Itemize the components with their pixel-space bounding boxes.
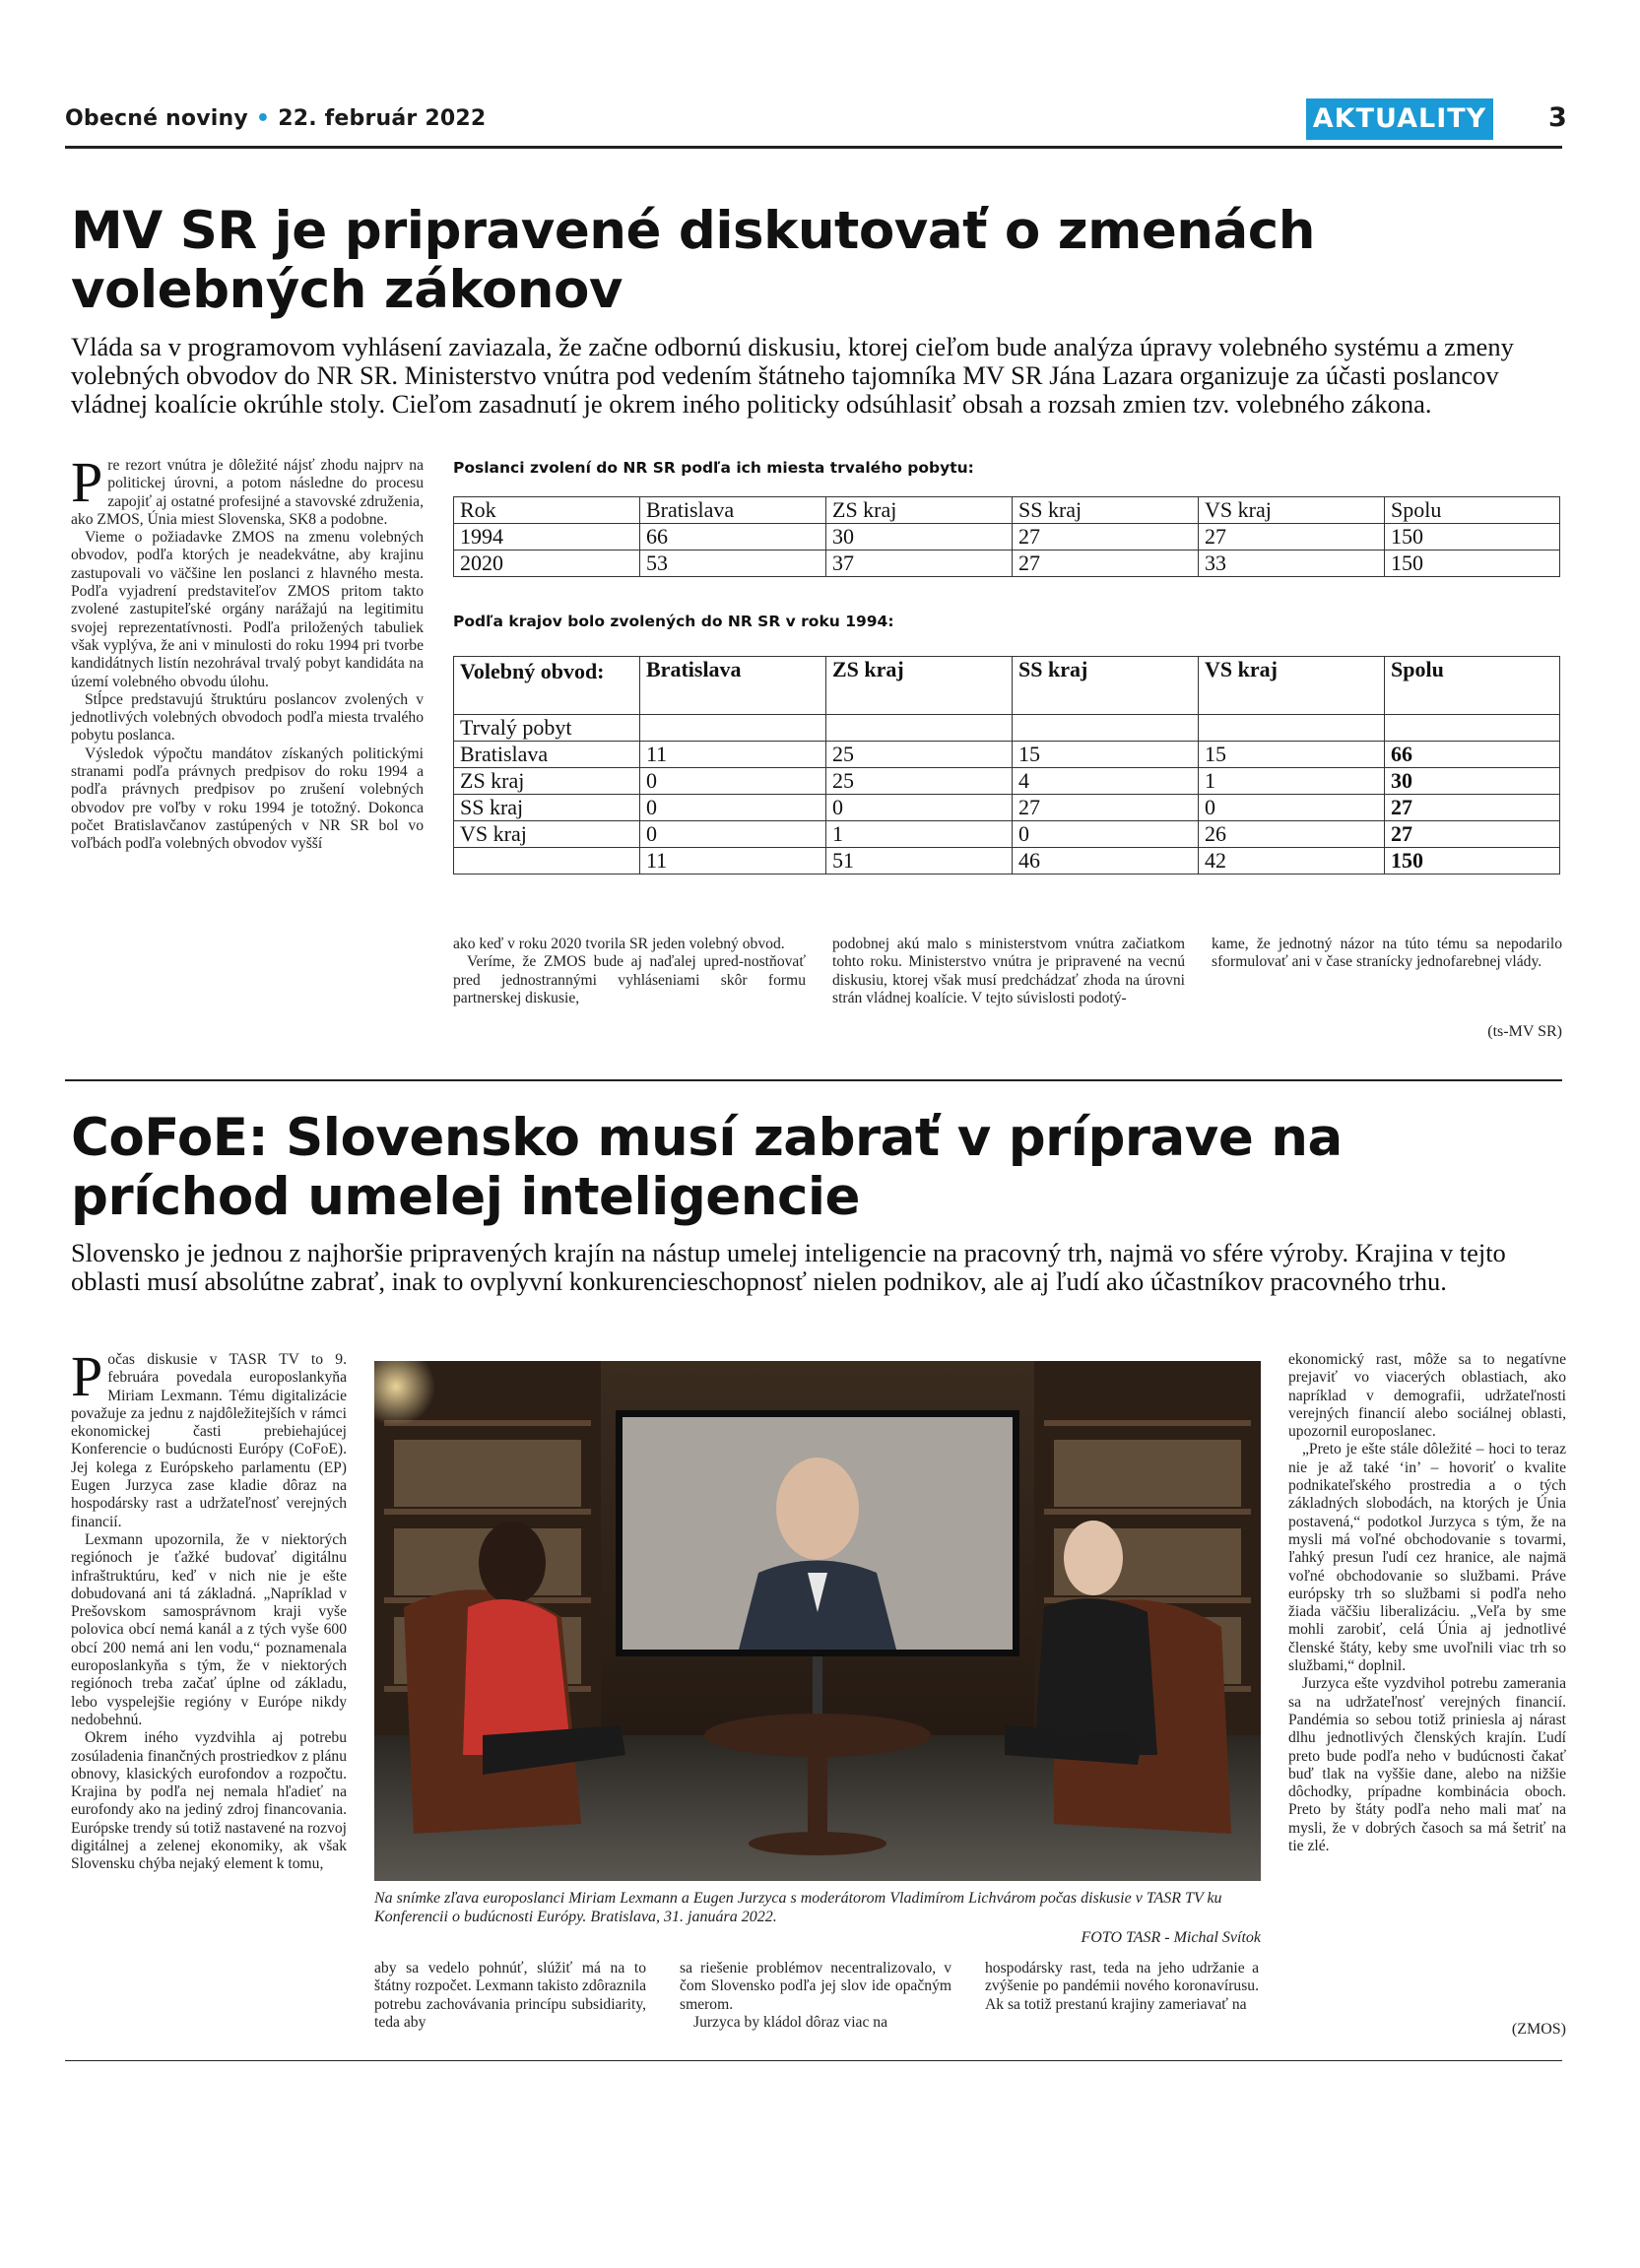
table-cell: Spolu — [1385, 657, 1560, 715]
table-cell: 26 — [1199, 821, 1385, 848]
separator-dot-icon: • — [255, 106, 271, 131]
table-residence-by-year — [453, 496, 1560, 577]
table-cell: ZS kraj — [826, 497, 1013, 524]
article2-headline: CoFoE: Slovensko musí zabrať v príprave na príchod umelej inteligencie — [71, 1108, 1343, 1227]
paragraph: Jurzyca ešte vyzdvihol potrebu zamerania sa na udržateľnosť verejných financií. Pandémia so sebou totiž priniesla aj nárast dlhu jednotlivých členských krajín. Ľudí preto bude podľa neho v budúcnosti čakať buď tlak na vyššie dane, alebo na nižšie dôchodky, prípadne kombinácia oboch. Preto by štáty podľa neho mali mať na mysli, že v dobrých časoch sa má šetriť na tie zlé. — [1288, 1675, 1566, 1855]
paragraph: ekonomický rast, môže sa to negatívne prejaviť vo viacerých oblastiach, ako napríklad v demografii, udržateľnosti verejných financií alebo sociálnej oblasti, upozornil europoslanec. — [1288, 1351, 1566, 1441]
table-districts-1994 — [453, 656, 1560, 875]
table-cell: Volebný obvod: — [454, 657, 640, 715]
table-cell: 0 — [640, 795, 826, 821]
table-cell: 11 — [640, 848, 826, 875]
paragraph: re rezort vnútra je dôležité nájsť zhodu najprv na politickej úrovni, a potom následne do procesu zapojiť aj ostatné profesijné a stavovské združenia, ako ZMOS, Únia miest Slovenska, SK8 a podobne. — [71, 457, 424, 528]
table-cell: 51 — [826, 848, 1013, 875]
table-cell: 27 — [1013, 795, 1199, 821]
table-cell: 15 — [1013, 742, 1199, 768]
paragraph: sa riešenie problémov necentralizovalo, v čom Slovensko podľa jej slov ide opačným smerom. — [680, 1960, 951, 2013]
table-cell — [640, 715, 826, 742]
table-cell: VS kraj — [1199, 657, 1385, 715]
article2-column-4 — [985, 1960, 1259, 2014]
paragraph: ako keď v roku 2020 tvorila SR jeden volebný obvod. — [453, 936, 785, 952]
table-cell: ZS kraj — [826, 657, 1013, 715]
table-cell: 1994 — [454, 524, 640, 551]
photo-illustration — [374, 1361, 1261, 1881]
table-cell: Bratislava — [640, 657, 826, 715]
table-cell: 4 — [1013, 768, 1199, 795]
table-row — [454, 821, 1560, 848]
photo-credit: FOTO TASR - Michal Svítok — [1081, 1929, 1261, 1946]
article1-column-2 — [453, 936, 806, 1007]
table-cell: 2020 — [454, 551, 640, 577]
table-cell: 27 — [1013, 551, 1199, 577]
paragraph: Okrem iného vyzdvihla aj potrebu zosúladenia finančných prostriedkov z plánu obnovy, klasických eurofondov a rozpočtu. Krajina by podľa nej nemala hľadieť na eurofondy ako na jediný zdroj financovania. Európske trendy sú totiž nastavené na rozvoj digitálnej a zelenej ekonomiky, ak však Slovensku chýba nejaký element k tomu, — [71, 1729, 347, 1873]
table-cell — [826, 715, 1013, 742]
table-cell — [454, 848, 640, 875]
paragraph: Lexmann upozornila, že v niektorých regiónoch je ťažké budovať digitálnu infraštruktúru, keď v nich nie je ešte dobudovaná ani tá základná. „Napríklad v Prešovskom samosprávnom kraji vyše polovica obcí nemá kanál a z tých vyše 600 obcí 200 nemá ani len vodu,“ poznamenala europoslankyňa s tým, že v niektorých regiónoch treba začať úplne od základu, lebo vyspelejšie regióny v Európe nikdy nedobehnú. — [71, 1530, 347, 1728]
table-cell: SS kraj — [454, 795, 640, 821]
article1-lead: Vláda sa v programovom vyhlásení zaviazala, že začne odbornú diskusiu, ktorej cieľom bude analýza úpravy volebného systému a zmeny volebných obvodov do NR SR. Ministerstvo vnútra pod vedením štátneho tajomníka MV SR Jána Lazara organizuje za účasti poslancov vládnej koalície okrúhle stoly. Cieľom zasadnutí je okrem iného politicky odsúhlasiť obsah a rozsah zmien tzv. volebného zákona. — [71, 332, 1514, 419]
paragraph: Jurzyca by kládol dôraz viac na — [693, 2013, 888, 2031]
page-number: 3 — [1548, 102, 1567, 133]
article1-headline: MV SR je pripravené diskutovať o zmenách volebných zákonov — [71, 201, 1315, 320]
table-cell: 27 — [1385, 795, 1560, 821]
paragraph: „Preto je ešte stále dôležité – hoci to teraz nie je až také ‘in’ – hovoriť o kvalite podnikateľského prostredia a o tých základných slobodách, na ktorých je Únia postavená,“ podotkol Jurzyca s tým, že na mysli má voľné obchodovanie s tovarmi, ľahký presun ľudí cez hranice, ale najmä voľné obchodovanie so službami. Práve európsky trh so službami si podľa neho žiada väčšiu liberalizáciu. „Veľa by sme mohli zarobiť, celá Únia aj jednotlivé členské štáty, keby sme uvoľnili viac trh so službami,“ doplnil. — [1288, 1441, 1566, 1675]
table-cell: 150 — [1385, 524, 1560, 551]
article-divider — [65, 1079, 1562, 1081]
table-row — [454, 768, 1560, 795]
article1-signature: (ts-MV SR) — [1487, 1023, 1562, 1040]
table-cell: Rok — [454, 497, 640, 524]
table-cell: 25 — [826, 742, 1013, 768]
table-row — [454, 524, 1560, 551]
masthead — [65, 106, 486, 131]
article2-column-1 — [71, 1344, 347, 1874]
table-row — [454, 795, 1560, 821]
article2-column-3 — [680, 1960, 951, 2032]
publication-name: Obecné noviny — [65, 106, 248, 131]
article2-lead: Slovensko je jednou z najhoršie pripravených krajín na nástup umelej inteligencie na pracovný trh, najmä vo sfére výroby. Krajina v tejto oblasti musí absolútne zabrať, inak to ovplyvní konkurencieschopnosť nielen podnikov, ale aj ľudí ako účastníkov pracovného trhu. — [71, 1238, 1506, 1296]
article1-column-4 — [1212, 936, 1562, 972]
table-cell: Bratislava — [454, 742, 640, 768]
table-cell: VS kraj — [1199, 497, 1385, 524]
paragraph: očas diskusie v TASR TV to 9. februára povedala europoslankyňa Miriam Lexmann. Tému digitalizácie považuje za jednu z najdôležitejších v rámci ekonomickej časti prebiehajúcej Konferencie o budúcnosti Európy (CoFoE). Jej kolega z Európskeho parlamentu (EP) Eugen Jurzyca zase kladie dôraz na hospodársky rast a udržateľnosť verejných financií. — [71, 1351, 347, 1530]
paragraph: Stĺpce predstavujú štruktúru poslancov zvolených v jednotlivých volebných obvodoch podľa miesta trvalého pobytu poslanca. — [71, 690, 424, 745]
table-cell: Bratislava — [640, 497, 826, 524]
paragraph: aby sa vedelo pohnúť, slúžiť má na to štátny rozpočet. Lexmann takisto zdôraznila potrebu zachovávania princípu subsidiarity, teda aby — [374, 1960, 646, 2031]
table-cell: 0 — [640, 768, 826, 795]
table-row — [454, 551, 1560, 577]
table-cell: 25 — [826, 768, 1013, 795]
paragraph: podobnej akú malo s ministerstvom vnútra začiatkom tohto roku. Ministerstvo vnútra je pripravené na vecnú diskusiu, ktorej však musí predchádzať zhoda na úrovni strán vládnej koalície. V tejto súvislosti podotý- — [832, 936, 1185, 1006]
table-cell: 0 — [640, 821, 826, 848]
article1-column-1 — [71, 450, 424, 854]
table-cell — [1199, 715, 1385, 742]
table-cell: 42 — [1199, 848, 1385, 875]
table-cell: 66 — [640, 524, 826, 551]
table-cell: 1 — [1199, 768, 1385, 795]
article1-column-3 — [832, 936, 1185, 1007]
table2-caption: Podľa krajov bolo zvolených do NR SR v roku 1994: — [453, 613, 894, 630]
article2-signature: (ZMOS) — [1511, 2021, 1566, 2038]
paragraph: Výsledok výpočtu mandátov získaných politickými stranami podľa právnych predpisov do roku 1994 a podľa právnych predpisov po zrušení volebných obvodov pre voľby v roku 1994 je totožný. Dokonca počet Bratislavčanov zastúpených v NR SR bol vo voľbách podľa volebných obvodov vyšší — [71, 745, 424, 853]
table-cell: 66 — [1385, 742, 1560, 768]
table-cell: 0 — [1013, 821, 1199, 848]
tv-studio-photo — [374, 1361, 1261, 1881]
table-cell: 27 — [1013, 524, 1199, 551]
page-bottom-rule — [65, 2060, 1562, 2061]
table-cell: 53 — [640, 551, 826, 577]
table-cell: 27 — [1385, 821, 1560, 848]
table-header-row — [454, 497, 1560, 524]
table-cell: ZS kraj — [454, 768, 640, 795]
table-cell: 30 — [1385, 768, 1560, 795]
table1-caption: Poslanci zvolení do NR SR podľa ich miesta trvalého pobytu: — [453, 459, 974, 477]
table-cell: 0 — [1199, 795, 1385, 821]
table-cell: 11 — [640, 742, 826, 768]
table-cell: 30 — [826, 524, 1013, 551]
table-cell: 27 — [1199, 524, 1385, 551]
issue-date: 22. február 2022 — [278, 106, 487, 131]
article2-column-5 — [1288, 1351, 1566, 1855]
drop-cap: P — [71, 450, 103, 514]
table-cell: 37 — [826, 551, 1013, 577]
table-cell: 0 — [826, 795, 1013, 821]
table-cell: Trvalý pobyt — [454, 715, 640, 742]
photo-caption: Na snímke zľava europoslanci Miriam Lexmann a Eugen Jurzyca s moderátorom Vladimírom Lichvárom počas diskusie v TASR TV ku Konferencii o budúcnosti Európy. Bratislava, 31. januára 2022. — [374, 1890, 1222, 1925]
drop-cap: P — [71, 1344, 103, 1408]
table-row — [454, 715, 1560, 742]
table-row — [454, 742, 1560, 768]
article2-column-2 — [374, 1960, 646, 2032]
paragraph: Veríme, že ZMOS bude aj naďalej upred-nostňovať pred jednostrannými vyhláseniami skôr formu partnerskej diskusie, — [453, 953, 806, 1006]
table-cell: 33 — [1199, 551, 1385, 577]
paragraph: Vieme o požiadavke ZMOS na zmenu volebných obvodov, podľa ktorých je neadekvátne, aby krajinu zastupovali vo väčšine len poslanci z hlavného mesta. Podľa vyjadrení predstaviteľov ZMOS pritom takto zvolené zastupiteľské orgány narážajú na legitimitu svojej reprezentatívnosti. Podľa priložených tabuliek však vyplýva, že ani v minulosti do roku 1994 pri tvorbe kandidátnych listín nezohrával trvalý pobyt kandidáta na území volebného obvodu úlohu. — [71, 529, 424, 690]
section-badge: AKTUALITY — [1306, 98, 1493, 140]
table-cell: 150 — [1385, 551, 1560, 577]
table-cell: 150 — [1385, 848, 1560, 875]
table-row — [454, 848, 1560, 875]
paragraph: hospodársky rast, teda na jeho udržanie a zvýšenie po pandémii nového koronavírusu. Ak sa totiž prestanú krajiny zameriavať na — [985, 1960, 1259, 2013]
table-cell — [1385, 715, 1560, 742]
table-cell: SS kraj — [1013, 657, 1199, 715]
table-cell: 15 — [1199, 742, 1385, 768]
header-rule — [65, 146, 1562, 149]
table-header-row — [454, 657, 1560, 715]
table-cell — [1013, 715, 1199, 742]
paragraph: kame, že jednotný názor na túto tému sa nepodarilo sformulovať ani v čase stranícky jednofarebnej vlády. — [1212, 936, 1562, 971]
table-cell: Spolu — [1385, 497, 1560, 524]
table-cell: SS kraj — [1013, 497, 1199, 524]
table-cell: 1 — [826, 821, 1013, 848]
table-cell: 46 — [1013, 848, 1199, 875]
table-cell: VS kraj — [454, 821, 640, 848]
